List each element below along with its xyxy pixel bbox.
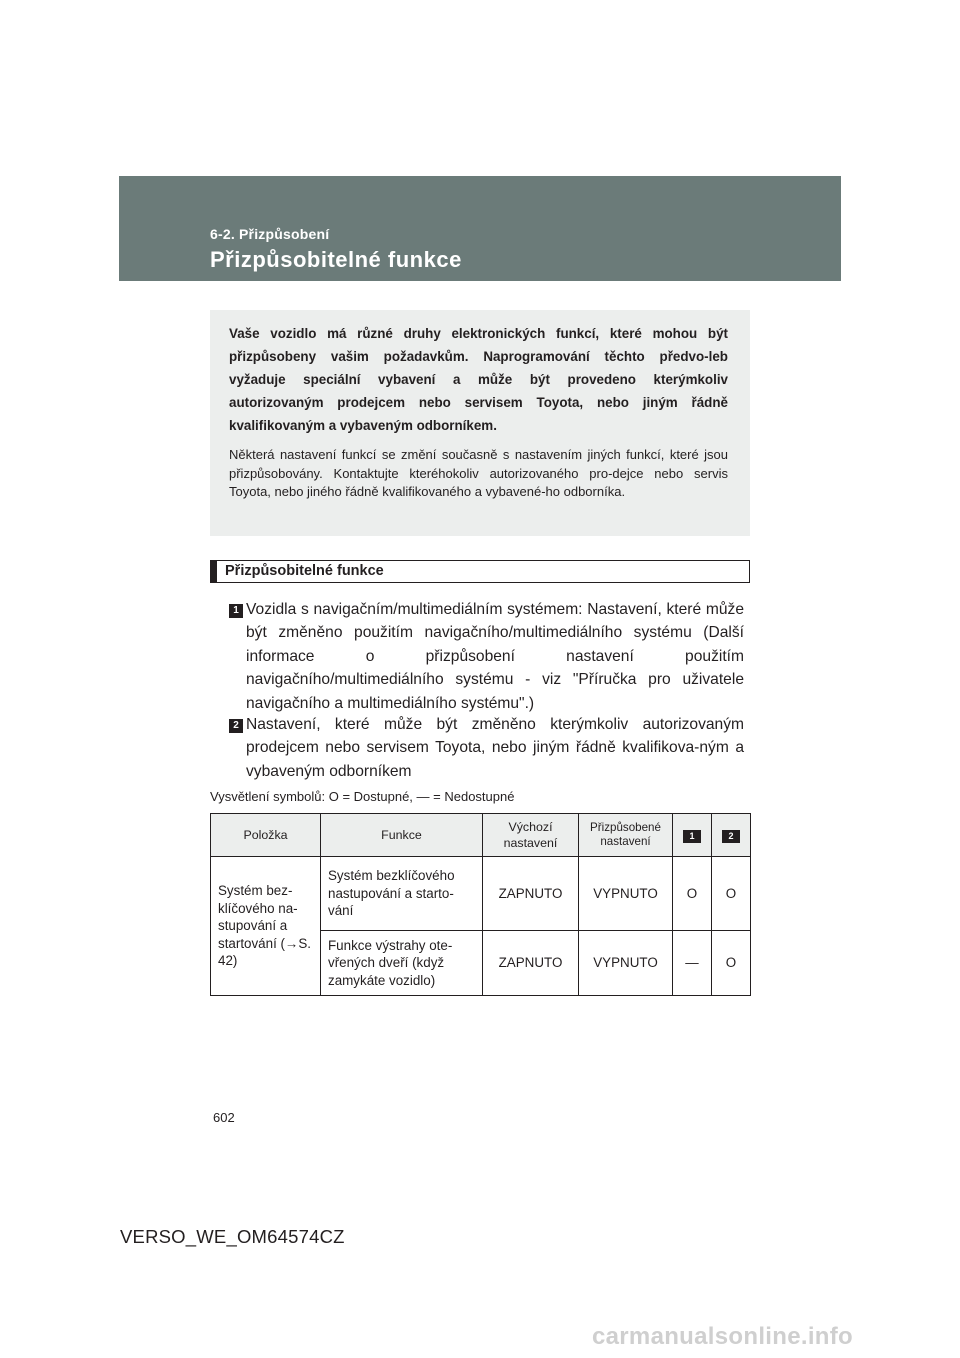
header-function: Funkce [321, 814, 483, 857]
custom-setting-cell: VYPNUTO [579, 857, 673, 931]
list-item-2: Nastavení, které může být změněno kterýmkoliv autorizovaným prodejcem nebo servisem Toyota, nebo jiným řádně kvalifikova-ným a vybaveným odborníkem [246, 716, 744, 780]
item-number-badge-1: 1 [229, 604, 243, 618]
header-custom-setting: Přizpůsobené nastavení [579, 814, 673, 857]
page-title: Přizpůsobitelné funkce [210, 247, 462, 272]
header-column-1 [673, 814, 712, 857]
column-badge-1: 1 [683, 830, 701, 843]
intro-box [210, 310, 750, 536]
header-default-setting: Výchozí nastavení [483, 814, 579, 857]
header-column-2 [712, 814, 751, 857]
list-item-1: Vozidla s navigačním/multimediálním systémem: Nastavení, které může být změněno použitím navigačního/multimediálního systému (Další informace o přizpůsobení nastavení použitím navigačního/multimediálního systému - viz "Příručka pro uživatele navigačního a multimediálního systému".) [246, 601, 744, 712]
table-row [211, 857, 751, 931]
document-code: VERSO_WE_OM64574CZ [120, 1226, 345, 1247]
table-header-row [211, 814, 751, 857]
subsection-heading: Přizpůsobitelné funkce [210, 560, 750, 583]
symbol-legend: Vysvětlení symbolů: O = Dostupné, — = Nedostupné [210, 789, 515, 804]
settings-table [210, 813, 751, 996]
function-cell: Systém bezklíčového nastupování a starto-vání [321, 857, 483, 931]
column-badge-2: 2 [722, 830, 740, 843]
watermark: carmanualsonline.info [592, 1323, 854, 1350]
availability-cell-2: O [712, 857, 751, 931]
item-number-badge-2: 2 [229, 719, 243, 733]
custom-setting-cell: VYPNUTO [579, 931, 673, 996]
default-setting-cell: ZAPNUTO [483, 931, 579, 996]
group-item-cell: Systém bez-klíčového na-stupování a startování (→S. 42) [211, 857, 321, 996]
header-item: Položka [211, 814, 321, 857]
availability-cell-1: O [673, 857, 712, 931]
default-setting-cell: ZAPNUTO [483, 857, 579, 931]
availability-cell-1: — [673, 931, 712, 996]
page-number: 602 [213, 1110, 235, 1125]
availability-cell-2: O [712, 931, 751, 996]
section-label: 6-2. Přizpůsobení [210, 226, 330, 242]
intro-note-paragraph: Některá nastavení funkcí se změní současně s nastavením jiných funkcí, které jsou přizpůsobovány. Kontaktujte kteréhokoliv autorizovaného pro-dejce nebo servis Toyota, nebo jiného řádně kvalifikovaného a vybavené-ho odborníka. [229, 447, 728, 499]
intro-bold-paragraph: Vaše vozidlo má různé druhy elektronických funkcí, které mohou být přizpůsobeny vašim požadavkům. Naprogramování těchto předvo-leb vyžaduje speciální vybavení a může být provedeno kterýmkoliv autorizovaným prodejcem nebo servisem Toyota, nebo jiným řádně kvalifikovaným a vybaveným odborníkem. [229, 326, 728, 433]
function-cell: Funkce výstrahy ote-vřených dveří (když zamykáte vozidlo) [321, 931, 483, 996]
